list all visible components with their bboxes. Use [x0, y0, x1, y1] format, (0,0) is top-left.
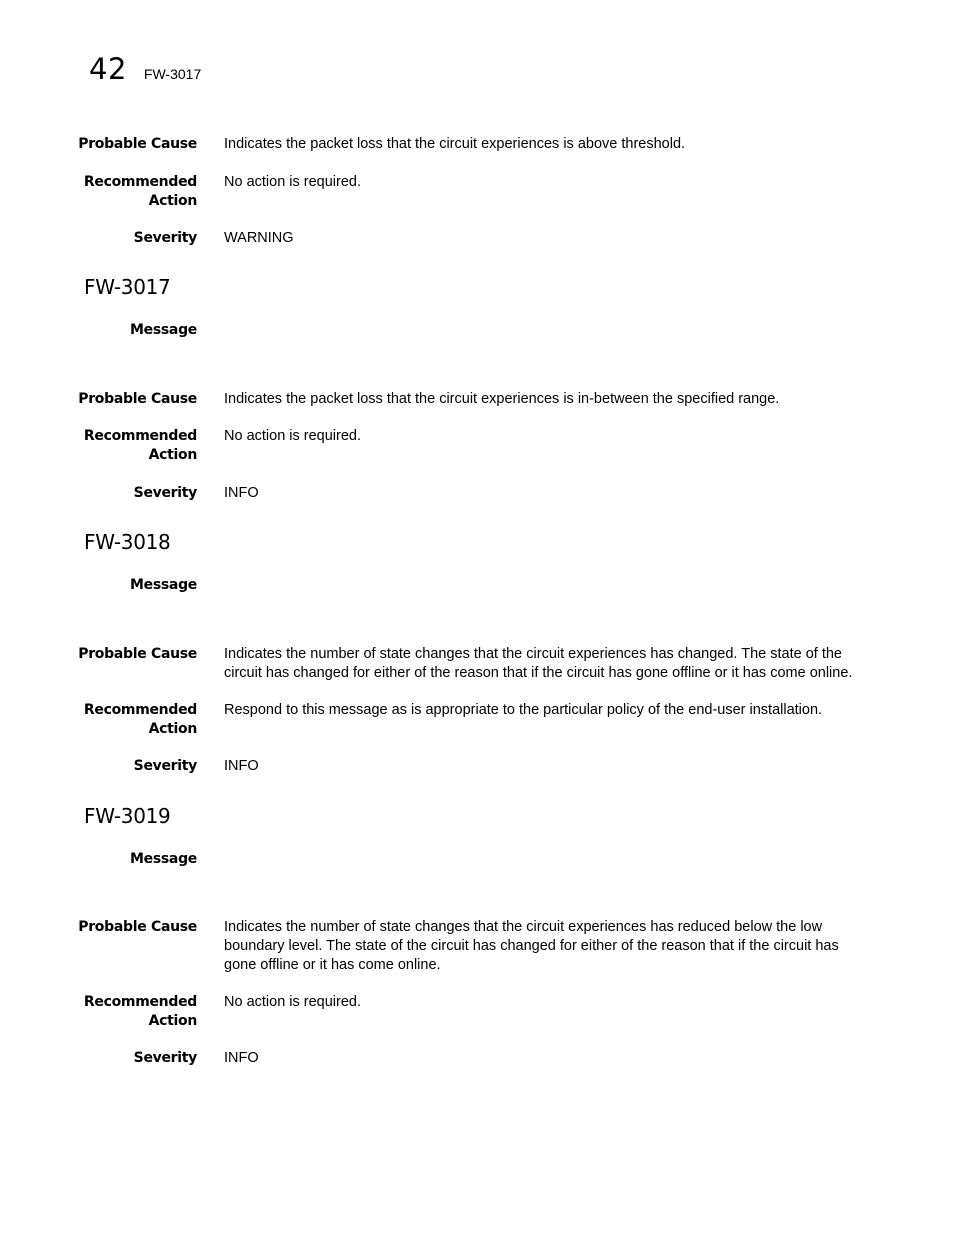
recommended-action-text: No action is required. — [224, 174, 362, 190]
recommended-action-label-line2: Action — [148, 721, 197, 737]
severity-value: INFO — [224, 758, 259, 774]
probable-cause-label: Probable Cause — [78, 136, 197, 152]
section-heading-fw-3017: FW-3017 — [84, 275, 171, 299]
recommended-action-text: No action is required. — [224, 428, 362, 444]
recommended-action-label-line2: Action — [148, 447, 197, 463]
section-heading-fw-3019: FW-3019 — [84, 804, 171, 828]
severity-label: Severity — [133, 485, 197, 501]
recommended-action-label-line1: Recommended — [83, 702, 197, 718]
severity-value: WARNING — [224, 230, 294, 246]
probable-cause-text — [224, 918, 884, 975]
message-label: Message — [130, 851, 197, 867]
page-header — [89, 52, 201, 92]
recommended-action-label-line1: Recommended — [83, 428, 197, 444]
severity-value: INFO — [224, 485, 259, 501]
recommended-action-label-line2: Action — [148, 1013, 197, 1029]
probable-cause-line: circuit has changed for either of the reason that if the circuit has gone offline or it has come online. — [224, 665, 853, 681]
page-number: 42 — [89, 52, 127, 86]
running-title: FW-3017 — [143, 66, 202, 82]
recommended-action-label — [60, 427, 197, 465]
severity-label: Severity — [133, 758, 197, 774]
severity-value: INFO — [224, 1050, 259, 1066]
severity-label: Severity — [133, 1050, 197, 1066]
recommended-action-label — [60, 173, 197, 211]
recommended-action-text: No action is required. — [224, 994, 362, 1010]
recommended-action-label-line1: Recommended — [83, 994, 197, 1010]
recommended-action-label — [60, 993, 197, 1031]
section-heading-fw-3018: FW-3018 — [84, 530, 171, 554]
severity-label: Severity — [133, 230, 197, 246]
message-label: Message — [130, 577, 197, 593]
recommended-action-label — [60, 701, 197, 739]
probable-cause-text — [224, 390, 884, 409]
probable-cause-label: Probable Cause — [78, 391, 197, 407]
probable-cause-line: gone offline or it has come online. — [224, 957, 441, 973]
probable-cause-text — [224, 645, 884, 683]
probable-cause-label: Probable Cause — [78, 646, 197, 662]
recommended-action-label-line1: Recommended — [83, 174, 197, 190]
recommended-action-text: Respond to this message as is appropriate to the particular policy of the end-user installation. — [224, 702, 823, 718]
probable-cause-line: Indicates the number of state changes that the circuit experiences has changed. The state of the — [224, 646, 842, 662]
probable-cause-line: Indicates the number of state changes that the circuit experiences has reduced below the low — [224, 919, 823, 935]
recommended-action-label-line2: Action — [148, 193, 197, 209]
probable-cause-line: Indicates the packet loss that the circuit experiences is in-between the specified range. — [224, 391, 780, 407]
probable-cause-label: Probable Cause — [78, 919, 197, 935]
probable-cause-line: boundary level. The state of the circuit has changed for either of the reason that if the circuit has — [224, 938, 839, 954]
message-label: Message — [130, 322, 197, 338]
probable-cause-text: Indicates the packet loss that the circuit experiences is above threshold. — [224, 136, 686, 152]
